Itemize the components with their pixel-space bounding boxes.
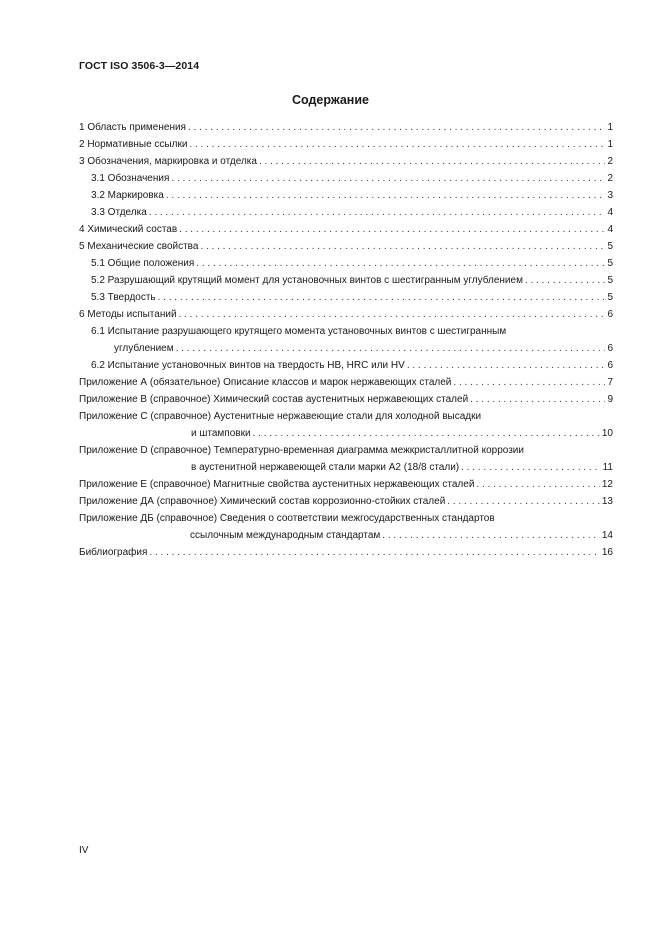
toc-entry[interactable] (79, 221, 613, 238)
toc-entry[interactable] (79, 153, 613, 170)
toc-entry-continuation[interactable] (79, 459, 613, 476)
leader-dots (189, 136, 605, 153)
toc-entry[interactable] (79, 136, 613, 153)
toc-entry-continuation[interactable] (79, 527, 613, 544)
toc-entry[interactable] (79, 289, 613, 306)
toc-entry-text: и штамповки (191, 428, 251, 439)
toc-entry-text: Приложение ДА (справочное) Химический состав коррозионно-стойких сталей (79, 496, 446, 507)
table-of-contents (79, 119, 613, 561)
leader-dots (200, 238, 605, 255)
toc-entry-text: 3.1 Обозначения (91, 173, 170, 184)
toc-entry-text: 6.2 Испытание установочных винтов на твердость HB, HRC или HV (91, 360, 405, 371)
toc-page: 11 (602, 462, 613, 473)
toc-entry-text: 5.2 Разрушающий крутящий момент для установочных винтов с шестигранным углублением (91, 275, 523, 286)
toc-entry[interactable] (79, 170, 613, 187)
toc-entry-text: 5.3 Твердость (91, 292, 156, 303)
toc-entry[interactable] (79, 510, 613, 527)
toc-entry-continuation[interactable] (79, 340, 613, 357)
leader-dots (382, 527, 600, 544)
toc-entry[interactable] (79, 323, 613, 340)
toc-entry-text: Приложение D (справочное) Температурно-временная диаграмма межкристаллитной коррозии (79, 445, 524, 456)
toc-page: 2 (607, 173, 613, 184)
toc-title: Содержание (291, 93, 369, 107)
toc-page: 5 (607, 258, 613, 269)
leader-dots (149, 544, 599, 561)
toc-entry[interactable] (79, 493, 613, 510)
toc-page: 13 (601, 496, 613, 507)
toc-entry-text: 3.2 Маркировка (91, 190, 164, 201)
toc-entry-text: 6.1 Испытание разрушающего крутящего момента установочных винтов с шестигранным (91, 326, 507, 337)
toc-page: 2 (607, 156, 613, 167)
leader-dots (149, 204, 606, 221)
toc-page: 7 (607, 377, 613, 388)
toc-entry-text: в аустенитной нержавеющей стали марки А2 (18/8 стали) (191, 462, 460, 473)
leader-dots (461, 459, 600, 476)
toc-entry[interactable] (79, 306, 613, 323)
toc-entry[interactable] (79, 204, 613, 221)
leader-dots (259, 153, 606, 170)
leader-dots (476, 476, 599, 493)
toc-page: 5 (607, 275, 613, 286)
toc-page: 5 (607, 292, 613, 303)
leader-dots (158, 289, 606, 306)
toc-entry-text: Библиография (79, 547, 148, 558)
toc-page: 6 (607, 360, 613, 371)
toc-page: 12 (601, 479, 613, 490)
toc-entry[interactable] (79, 544, 613, 561)
toc-page: 6 (607, 309, 613, 320)
toc-entry-text: 1 Область применения (79, 122, 186, 133)
toc-page: 4 (607, 224, 613, 235)
toc-entry-text: Приложение А (обязательное) Описание классов и марок нержавеющих сталей (79, 377, 452, 388)
toc-entry[interactable] (79, 374, 613, 391)
page-number: IV (79, 845, 89, 856)
toc-page: 1 (607, 139, 613, 150)
toc-entry-continuation[interactable] (79, 425, 613, 442)
toc-page: 5 (607, 241, 613, 252)
toc-entry-text: ссылочным международным стандартам (190, 530, 381, 541)
leader-dots (453, 374, 605, 391)
toc-entry-text: Приложение С (справочное) Аустенитные нержавеющие стали для холодной высадки (79, 411, 482, 422)
leader-dots (179, 221, 605, 238)
document-header: ГОСТ ISO 3506-3—2014 (79, 60, 200, 72)
toc-entry-text: 2 Нормативные ссылки (79, 139, 188, 150)
toc-entry[interactable] (79, 187, 613, 204)
toc-page: 1 (607, 122, 613, 133)
toc-page: 3 (607, 190, 613, 201)
leader-dots (407, 357, 606, 374)
toc-entry-text: Приложение В (справочное) Химический состав аустенитных нержавеющих сталей (79, 394, 469, 405)
toc-entry[interactable] (79, 476, 613, 493)
leader-dots (447, 493, 600, 510)
toc-page: 10 (601, 428, 613, 439)
leader-dots (196, 255, 605, 272)
toc-entry-text: 3 Обозначения, маркировка и отделка (79, 156, 257, 167)
toc-entry[interactable] (79, 238, 613, 255)
toc-entry-text: углублением (114, 343, 174, 354)
toc-entry-text: Приложение ДБ (справочное) Сведения о соответствии межгосударственных стандартов (79, 513, 495, 524)
toc-entry-text: Приложение Е (справочное) Магнитные свойства аустенитных нержавеющих сталей (79, 479, 475, 490)
leader-dots (166, 187, 606, 204)
leader-dots (176, 340, 606, 357)
toc-entry[interactable] (79, 408, 613, 425)
toc-entry[interactable] (79, 255, 613, 272)
leader-dots (188, 119, 605, 136)
toc-entry[interactable] (79, 391, 613, 408)
toc-entry-text: 4 Химический состав (79, 224, 178, 235)
toc-entry[interactable] (79, 357, 613, 374)
leader-dots (171, 170, 605, 187)
leader-dots (470, 391, 605, 408)
toc-page: 16 (601, 547, 613, 558)
toc-page: 14 (601, 530, 613, 541)
toc-page: 9 (607, 394, 613, 405)
toc-entry-text: 3.3 Отделка (91, 207, 147, 218)
toc-page: 6 (607, 343, 613, 354)
leader-dots (179, 306, 606, 323)
toc-entry-text: 5 Механические свойства (79, 241, 199, 252)
toc-entry-text: 6 Методы испытаний (79, 309, 177, 320)
toc-page: 4 (607, 207, 613, 218)
toc-entry[interactable] (79, 119, 613, 136)
leader-dots (525, 272, 605, 289)
toc-entry[interactable] (79, 272, 613, 289)
leader-dots (253, 425, 600, 442)
toc-entry[interactable] (79, 442, 613, 459)
toc-entry-text: 5.1 Общие положения (91, 258, 195, 269)
